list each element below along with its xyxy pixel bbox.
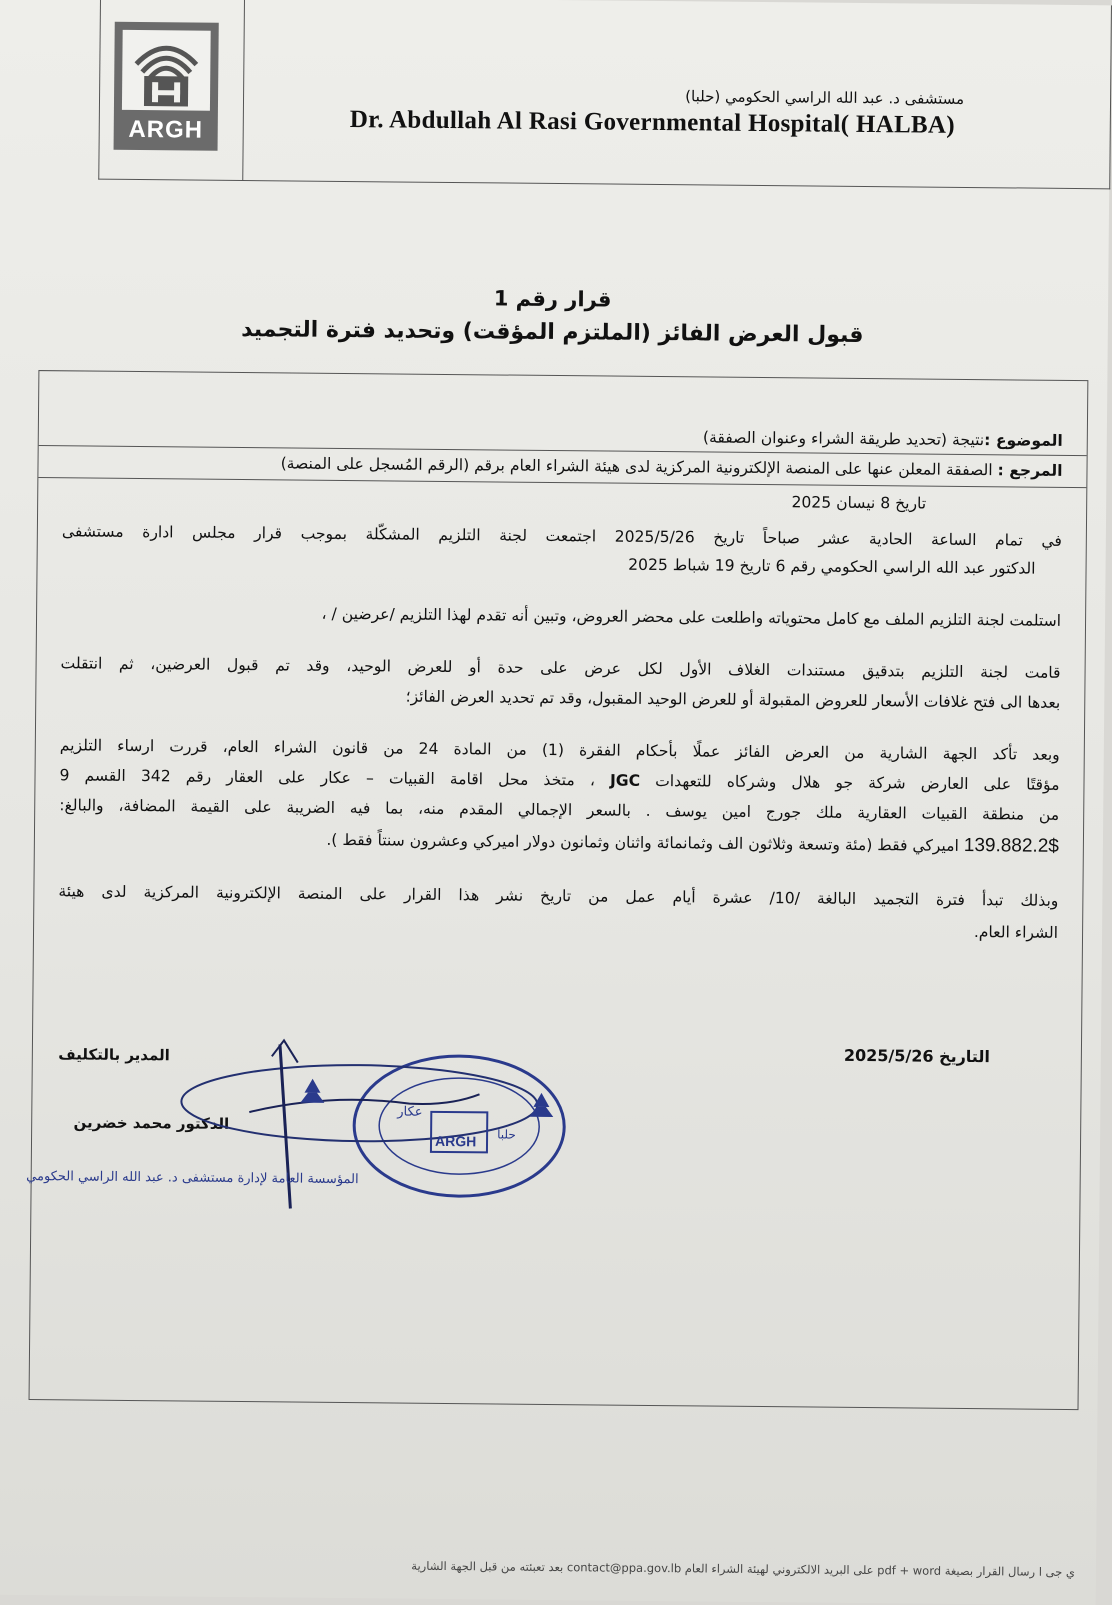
award-amount-words: اميركي فقط (مئة وتسعة وثلاثون الف وثمانمائة واثنان وثمانون دولار اميركي وعشرون سنتاً فقط ).: [326, 830, 964, 855]
paragraph-award-line2: [59, 763, 1059, 797]
paragraph-review-line2: بعدها الى فتح غلافات الأسعار للعروض المقبولة أو للعرض الوحيد المقبول، وقد تم تحديد العرض الفائز؛: [405, 687, 1061, 712]
signer-role: المدير بالتكليف: [58, 1045, 170, 1065]
logo-emblem: [122, 30, 211, 111]
award-text-c: ، متخذ محل اقامة القبيات – عكار على العقار رقم 342 القسم 9: [59, 766, 611, 790]
paragraph-award-line1: وبعد تأكد الجهة الشارية من العرض الفائز عملًا بأحكام الفقرة (1) من المادة 24 من قانون الشراء العام، قررت ارساء التلزيم: [59, 736, 1060, 764]
paragraph-meeting-line2: الدكتور عبد الله الراسي الحكومي رقم 6 تاريخ 19 شباط 2025: [628, 555, 1036, 578]
award-text-a: مؤقتًا على العارض شركة جو هلال وشركاه للتعهدات: [639, 771, 1060, 794]
signer-name: الدكتور محمد خضرين: [73, 1113, 230, 1133]
subject-label: الموضوع :: [984, 431, 1063, 450]
award-amount: 139.882.2$: [963, 834, 1059, 857]
stamp-ring-text: المؤسسة العامة لإدارة مستشفى د. عبد الله الراسي الحكومي: [26, 1168, 359, 1188]
paragraph-award-line4: [59, 825, 1059, 859]
paragraph-meeting-line1: في تمام الساعة الحادية عشر صباحاً تاريخ 2025/5/26 اجتمعت لجنة التلزيم المشكّلة بموجب قرار مجلس ادارة مستشفى: [61, 522, 1062, 550]
stamp-right-text: حلبا: [497, 1127, 516, 1142]
reference-label: المرجع :: [997, 461, 1063, 480]
subject-line: [63, 419, 1063, 453]
hospital-logo: [114, 22, 219, 151]
reference-date: تاريخ 8 نيسان 2025: [791, 493, 927, 513]
subject-text: نتيجة (تحديد طريقة الشراء وعنوان الصفقة): [702, 428, 985, 450]
decision-date: التاريخ 2025/5/26: [843, 1045, 990, 1067]
reference-text: الصفقة المعلن عنها على المنصة الإلكترونية المركزية لدى هيئة الشراء العام برقم (الرقم المُسجل على المنصة): [280, 454, 993, 480]
logo-text: ARGH: [128, 115, 204, 144]
paragraph-receipt: استلمت لجنة التلزيم الملف مع كامل محتوياته واطلعت على محضر العروض، وتبين أنه تقدم لهذا التلزيم /عرضين / ،: [321, 604, 1062, 630]
paragraph-freeze-line2: الشراء العام.: [973, 923, 1059, 942]
decision-body: [29, 370, 1089, 1410]
decision-number: قرار رقم 1: [493, 286, 612, 312]
letterhead: [98, 0, 1112, 189]
stamp-left-text: عكار: [397, 1104, 423, 1120]
paragraph-award-line3: من منطقة القبيات العقارية ملك جورج امين يوسف . بالسعر الإجمالي المقدم منه، بما فيه الضريبة على القيمة المضافة، والبالغ:: [59, 796, 1060, 824]
paragraph-freeze-line1: وبذلك تبدأ فترة التجميد البالغة /10/ عشرة أيام عمل من تاريخ نشر هذا القرار على المنصة الإلكترونية المركزية لدى هيئة: [58, 882, 1059, 910]
cedar-icon: [300, 1079, 324, 1103]
logo-cell: [99, 0, 245, 181]
paragraph-review-line1: قامت لجنة التلزيم بتدقيق مستندات الغلاف الأول لكل عرض على حدة أو للعرض الوحيد، وقد تم قبول العرضين، ثم انتقلت: [60, 654, 1061, 682]
decision-title: قبول العرض الفائز (الملتزم المؤقت) وتحديد فترة التجميد: [241, 316, 864, 348]
hospital-name-arabic: مستشفى د. عبد الله الراسي الحكومي (حلبا): [685, 87, 965, 108]
building-icon: [122, 30, 211, 111]
company-code: JGC: [609, 771, 641, 790]
stamp-logo: ARGH: [434, 1132, 477, 1150]
hospital-name-english: Dr. Abdullah Al Rasi Governmental Hospital( HALBA): [349, 106, 956, 139]
page-footer-note: ي جى ا رسال القرار بصيغة pdf + word على البريد الالكتروني لهيئة الشراء العام contact@ppa.gov.lb بعد تعبئته من قبل الجهة الشارية: [411, 1558, 1076, 1580]
